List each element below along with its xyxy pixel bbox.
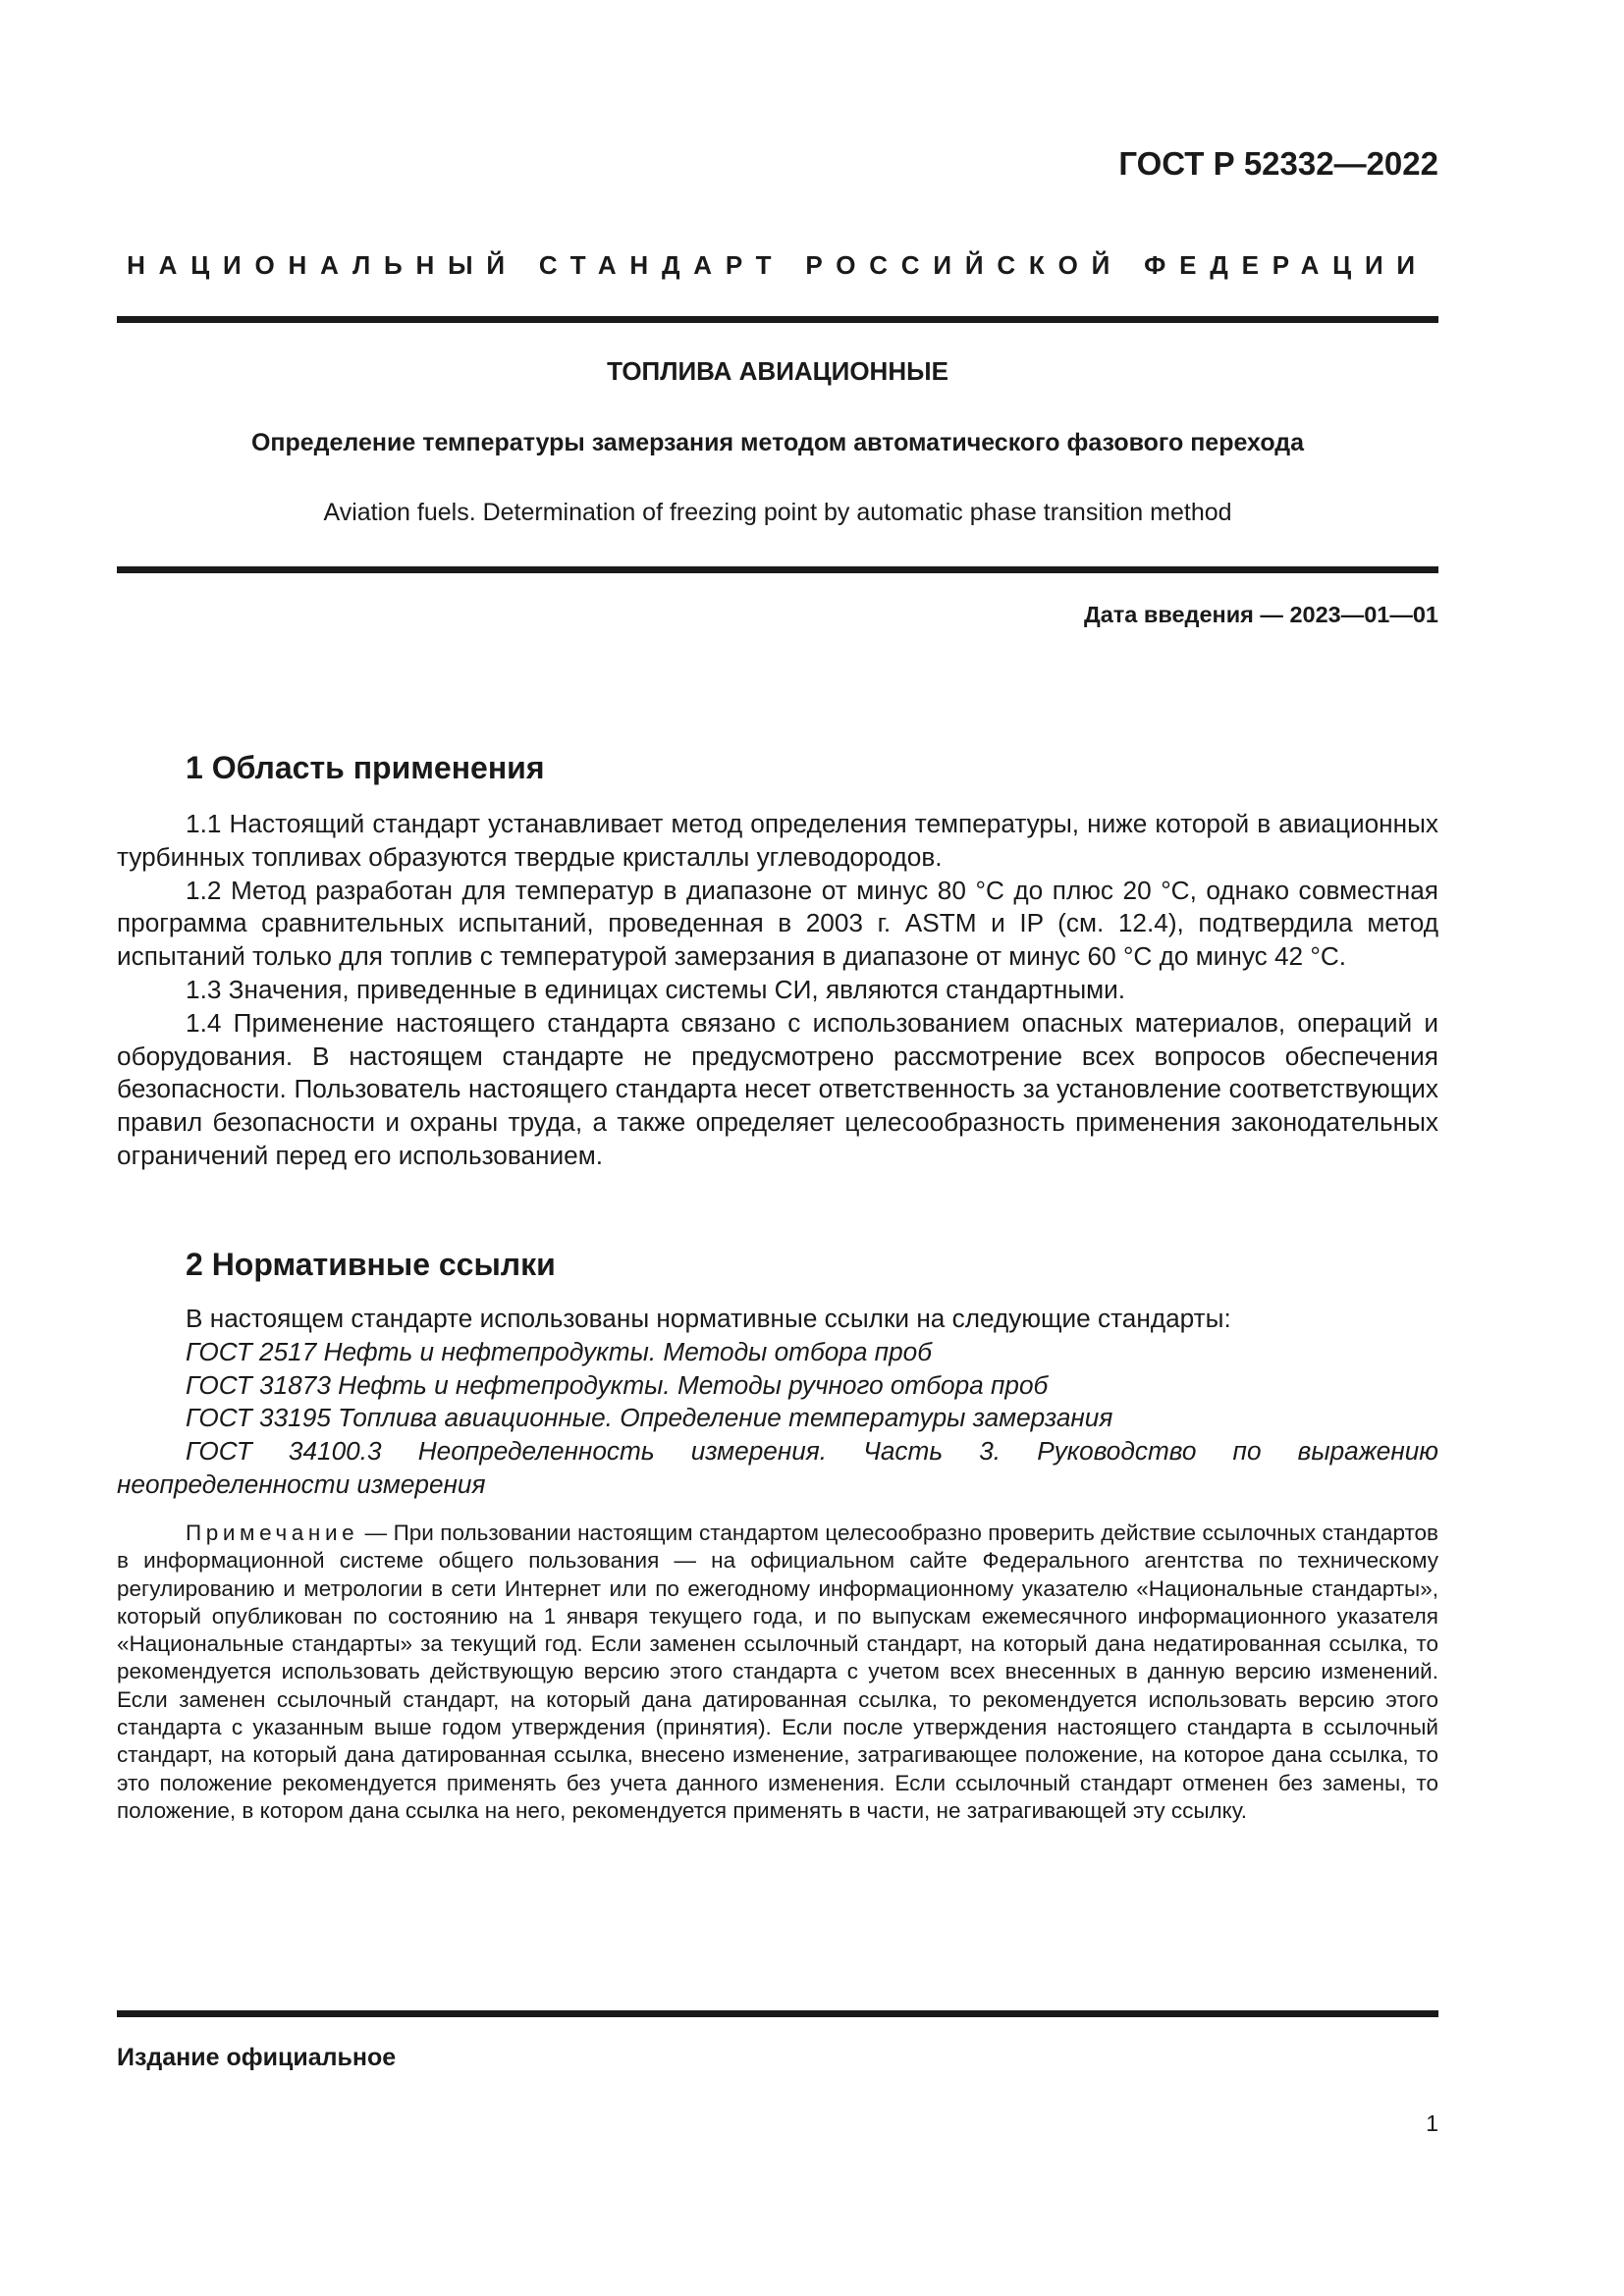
references-intro: В настоящем стандарте использованы нормативные ссылки на следующие стандарты: — [186, 1304, 1231, 1333]
note-block — [117, 1520, 1438, 1825]
document-subtitle: Определение температуры замерзания методом автоматического фазового перехода — [250, 429, 1305, 456]
paragraph-1-4: 1.4 Применение настоящего стандарта связано с использованием опасных материалов, операций и оборудования. В настоящем стандарте не предусмотрено рассмотрение всех вопросов обеспечения безопасности. Пользователь настоящего стандарта несет ответственность за установление соответствующих правил безопасности и охраны труда, а также определяет целесообразность применения законодательных ограничений перед его использованием. — [117, 1007, 1438, 1170]
reference-item: ГОСТ 34100.3 Неопределенность измерения. Часть 3. Руководство по выражению неопределенности измерения — [117, 1436, 1438, 1499]
section-2-heading: 2 Нормативные ссылки — [186, 1247, 556, 1282]
note-text: — При пользовании настоящим стандартом целесообразно проверить действие ссылочных стандартов в информационной системе общего пользования — на официальном сайте Федерального агентства по техническому регулированию и метрологии в сети Интернет или по ежегодному информационному указателю «Национальные стандарты», который опубликован по состоянию на 1 января текущего года, и по выпускам ежемесячного информационного указателя «Национальные стандарты» за текущий год. Если заменен ссылочный стандарт, на который дана недатированная ссылка, то рекомендуется использовать действующую версию этого стандарта с учетом всех внесенных в данную версию изменений. Если заменен ссылочный стандарт, на который дана датированная ссылка, то рекомендуется использовать версию этого стандарта с указанным выше годом утверждения (принятия). Если после утверждения настоящего стандарта в ссылочный стандарт, на который дана датированная ссылка, внесено изменение, затрагивающее положение, на которое дана ссылка, то это положение рекомендуется применять без учета данного изменения. Если ссылочный стандарт отменен без замены, то положение, в котором дана ссылка на него, рекомендуется применять в части, не затрагивающей эту ссылку. — [117, 1521, 1438, 1823]
note-label: Примечание — [186, 1521, 359, 1545]
page-number: 1 — [1426, 2110, 1438, 2136]
document-number: ГОСТ Р 52332—2022 — [1118, 145, 1438, 182]
section-1-heading: 1 Область применения — [186, 750, 545, 785]
document-title: ТОПЛИВА АВИАЦИОННЫЕ — [607, 356, 948, 386]
paragraph-1-2: 1.2 Метод разработан для температур в диапазоне от минус 80 °С до плюс 20 °С, однако совместная программа сравнительных испытаний, проведенная в 2003 г. ASTM и IP (см. 12.4), подтвердила метод испытаний только для топлив с температурой замерзания в диапазоне от минус 60 °С до минус 42 °С. — [117, 875, 1438, 972]
reference-item: ГОСТ 31873 Нефть и нефтепродукты. Методы ручного отбора проб — [186, 1369, 1049, 1400]
reference-item: ГОСТ 2517 Нефть и нефтепродукты. Методы отбора проб — [186, 1336, 932, 1366]
effective-date: Дата введения — 2023—01—01 — [1083, 602, 1438, 627]
document-page — [117, 0, 1438, 2296]
section-1-body — [117, 808, 1438, 1173]
document-title-english: Aviation fuels. Determination of freezing point by automatic phase transition method — [323, 499, 1232, 526]
national-standard-label: НАЦИОНАЛЬНЫЙ СТАНДАРТ РОССИЙСКОЙ ФЕДЕРАЦИИ — [127, 250, 1429, 280]
title-divider — [117, 566, 1438, 573]
top-divider — [117, 316, 1438, 323]
paragraph-1-3: 1.3 Значения, приведенные в единицах системы СИ, являются стандартными. — [186, 974, 1126, 1004]
footer-divider — [117, 2010, 1438, 2017]
paragraph-1-1: 1.1 Настоящий стандарт устанавливает метод определения температуры, ниже которой в авиационных турбинных топливах образуются твердые кристаллы углеводородов. — [117, 809, 1438, 872]
section-2-body — [117, 1303, 1438, 1502]
reference-item: ГОСТ 33195 Топлива авиационные. Определение температуры замерзания — [186, 1403, 1113, 1433]
official-edition-label: Издание официальное — [117, 2044, 397, 2071]
